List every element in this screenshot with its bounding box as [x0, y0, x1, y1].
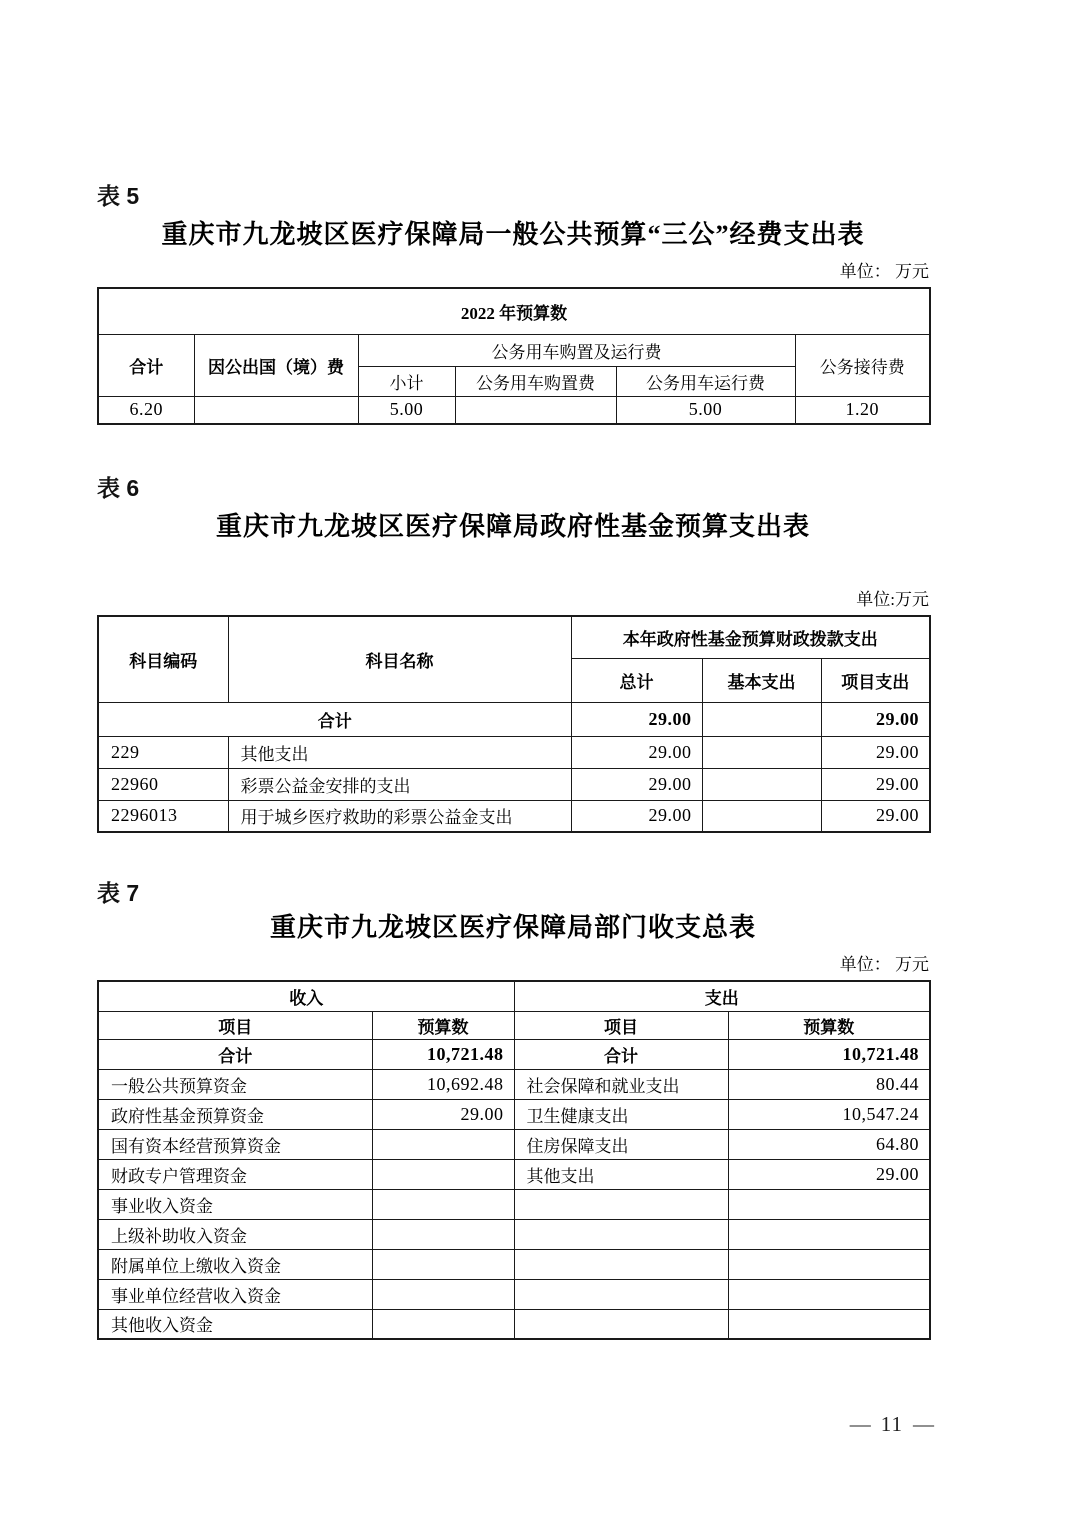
- gov-fund-budget-table: [97, 615, 931, 833]
- t5-total-value: 6.20: [98, 396, 194, 424]
- table-row: [98, 1159, 930, 1189]
- t5-abroad-header: 因公出国（境）费: [194, 334, 358, 396]
- t6-grand-basic-value: [702, 702, 821, 736]
- table5-title: 重庆市九龙坡区医疗保障局一般公共预算“三公”经费支出表: [161, 220, 865, 249]
- table-row: [98, 800, 930, 832]
- expense-value-cell: [728, 1249, 930, 1279]
- t6-total-cell: 29.00: [571, 800, 702, 832]
- t7-expense-header: 支出: [514, 981, 930, 1011]
- table-row: [98, 1279, 930, 1309]
- expense-item-cell: [514, 1219, 728, 1249]
- t7-expense-total-value: 10,721.48: [728, 1039, 930, 1069]
- income-value-cell: [372, 1189, 514, 1219]
- t7-income-total-value: 10,721.48: [372, 1039, 514, 1069]
- t7-income-total-label: 合计: [98, 1039, 372, 1069]
- expense-item-cell: [514, 1249, 728, 1279]
- t6-code-cell: 22960: [98, 768, 228, 800]
- t5-abroad-value: [194, 396, 358, 424]
- table7-unit-label: 单位： 万元: [839, 955, 929, 974]
- income-item-cell: 事业单位经营收入资金: [98, 1279, 372, 1309]
- table-row: [98, 1219, 930, 1249]
- t5-reception-value: 1.20: [795, 396, 930, 424]
- expense-item-cell: [514, 1309, 728, 1339]
- table-row: [98, 1099, 930, 1129]
- t6-total-cell: 29.00: [571, 768, 702, 800]
- t5-vehicle-purchase-value: [455, 396, 616, 424]
- page-number-dash-left: —: [849, 1412, 871, 1436]
- table6-title: 重庆市九龙坡区医疗保障局政府性基金预算支出表: [215, 512, 810, 541]
- income-value-cell: [372, 1159, 514, 1189]
- t6-grand-total-label: 合计: [98, 702, 571, 736]
- t7-income-budget-header: 预算数: [372, 1011, 514, 1039]
- table-row: [98, 1129, 930, 1159]
- t6-group-header: 本年政府性基金预算财政拨款支出: [571, 616, 930, 658]
- t5-vehicle-subtotal-value: 5.00: [358, 396, 455, 424]
- t7-expense-total-label: 合计: [514, 1039, 728, 1069]
- t6-basic-cell: [702, 800, 821, 832]
- t5-reception-header: 公务接待费: [795, 334, 930, 396]
- income-item-cell: 上级补助收入资金: [98, 1219, 372, 1249]
- income-item-cell: 一般公共预算资金: [98, 1069, 372, 1099]
- income-value-cell: [372, 1129, 514, 1159]
- t6-name-cell: 彩票公益金安排的支出: [228, 768, 571, 800]
- table-row: [98, 768, 930, 800]
- income-expense-summary-table: [97, 980, 931, 1340]
- t6-project-cell: 29.00: [821, 736, 930, 768]
- t5-total-header: 合计: [98, 334, 194, 396]
- three-public-expense-table: [97, 287, 931, 425]
- income-value-cell: [372, 1219, 514, 1249]
- t6-basic-cell: [702, 736, 821, 768]
- expense-value-cell: 10,547.24: [728, 1099, 930, 1129]
- expense-value-cell: 80.44: [728, 1069, 930, 1099]
- t7-income-header: 收入: [98, 981, 514, 1011]
- page-content: [97, 0, 929, 1340]
- page-number-dash-right: —: [913, 1412, 934, 1436]
- income-item-cell: 国有资本经营预算资金: [98, 1129, 372, 1159]
- t5-vehicle-subtotal-header: 小计: [358, 366, 455, 396]
- t5-year-group-header: 2022 年预算数: [98, 288, 930, 334]
- income-value-cell: [372, 1249, 514, 1279]
- table5-label: 表 5: [97, 183, 140, 209]
- t6-code-header: 科目编码: [98, 616, 228, 702]
- income-value-cell: [372, 1309, 514, 1339]
- t6-total-header: 总计: [571, 658, 702, 702]
- t6-name-cell: 其他支出: [228, 736, 571, 768]
- table7-label: 表 7: [97, 880, 140, 906]
- t6-basic-header: 基本支出: [702, 658, 821, 702]
- income-item-cell: 财政专户管理资金: [98, 1159, 372, 1189]
- expense-value-cell: 64.80: [728, 1129, 930, 1159]
- table-row: [98, 1069, 930, 1099]
- table-row: [98, 1309, 930, 1339]
- table-row: [98, 736, 930, 768]
- expense-item-cell: 住房保障支出: [514, 1129, 728, 1159]
- expense-item-cell: 卫生健康支出: [514, 1099, 728, 1129]
- t6-code-cell: 229: [98, 736, 228, 768]
- t6-project-cell: 29.00: [821, 768, 930, 800]
- table-row: [98, 1189, 930, 1219]
- page-number: [840, 1412, 944, 1437]
- t6-total-cell: 29.00: [571, 736, 702, 768]
- expense-item-cell: [514, 1189, 728, 1219]
- expense-value-cell: [728, 1279, 930, 1309]
- t5-vehicle-operation-value: 5.00: [616, 396, 795, 424]
- income-value-cell: 10,692.48: [372, 1069, 514, 1099]
- table6-unit-label: 单位:万元: [856, 590, 929, 609]
- t6-code-cell: 2296013: [98, 800, 228, 832]
- expense-item-cell: 社会保障和就业支出: [514, 1069, 728, 1099]
- t5-vehicle-operation-header: 公务用车运行费: [616, 366, 795, 396]
- income-item-cell: 附属单位上缴收入资金: [98, 1249, 372, 1279]
- income-item-cell: 事业收入资金: [98, 1189, 372, 1219]
- t6-grand-total-value: 29.00: [571, 702, 702, 736]
- expense-value-cell: 29.00: [728, 1159, 930, 1189]
- t6-project-cell: 29.00: [821, 800, 930, 832]
- t7-income-item-header: 项目: [98, 1011, 372, 1039]
- table-row: [98, 1249, 930, 1279]
- t6-name-header: 科目名称: [228, 616, 571, 702]
- income-value-cell: [372, 1279, 514, 1309]
- t7-expense-budget-header: 预算数: [728, 1011, 930, 1039]
- t6-basic-cell: [702, 768, 821, 800]
- table6-label: 表 6: [97, 475, 140, 501]
- t6-project-header: 项目支出: [821, 658, 930, 702]
- expense-value-cell: [728, 1309, 930, 1339]
- t7-expense-item-header: 项目: [514, 1011, 728, 1039]
- t6-grand-project-value: 29.00: [821, 702, 930, 736]
- t6-name-cell: 用于城乡医疗救助的彩票公益金支出: [228, 800, 571, 832]
- income-item-cell: 其他收入资金: [98, 1309, 372, 1339]
- expense-item-cell: [514, 1279, 728, 1309]
- income-item-cell: 政府性基金预算资金: [98, 1099, 372, 1129]
- expense-value-cell: [728, 1219, 930, 1249]
- table7-title: 重庆市九龙坡区医疗保障局部门收支总表: [269, 913, 756, 942]
- table5-unit-label: 单位： 万元: [839, 262, 929, 281]
- expense-item-cell: 其他支出: [514, 1159, 728, 1189]
- t5-vehicle-group-header: 公务用车购置及运行费: [358, 334, 795, 366]
- t5-vehicle-purchase-header: 公务用车购置费: [455, 366, 616, 396]
- page-number-value: 11: [880, 1412, 903, 1436]
- income-value-cell: 29.00: [372, 1099, 514, 1129]
- expense-value-cell: [728, 1189, 930, 1219]
